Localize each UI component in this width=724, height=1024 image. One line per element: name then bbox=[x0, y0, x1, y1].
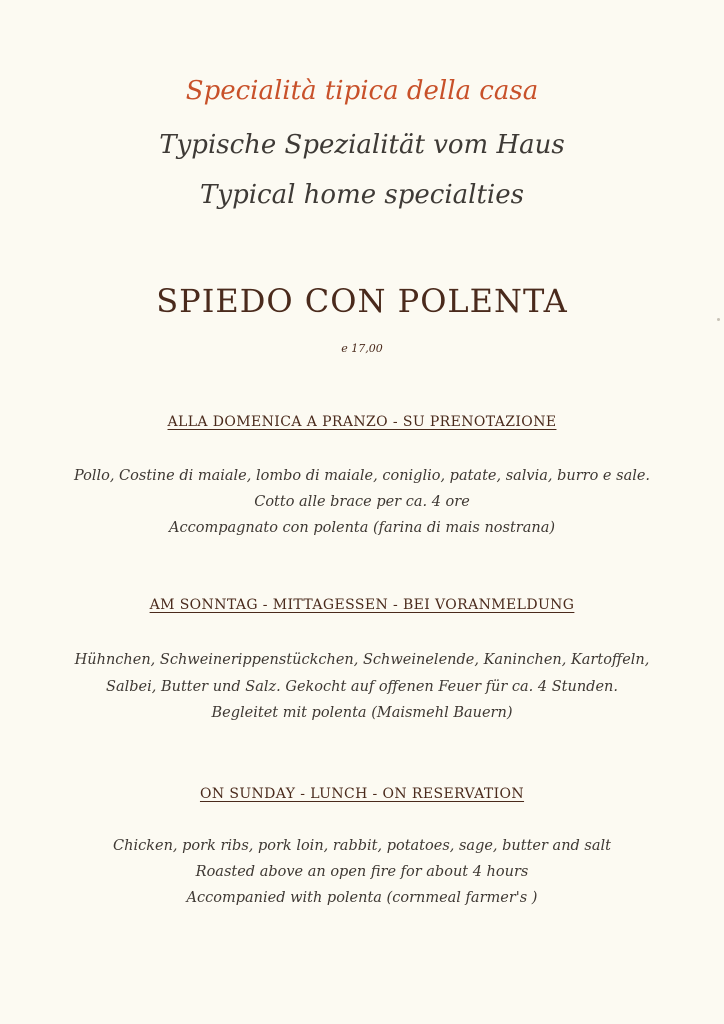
section-line-german-3: Begleitet mit polenta (Maismehl Bauern) bbox=[211, 705, 513, 721]
dish-price: e 17,00 bbox=[341, 342, 383, 355]
section-title-german: AM SONNTAG - MITTAGESSEN - BEI VORANMELDUNG bbox=[149, 597, 575, 613]
heading-english: Typical home specialties bbox=[200, 180, 524, 210]
dish-title: SPIEDO CON POLENTA bbox=[156, 282, 568, 320]
section-line-italian-2: Cotto alle brace per ca. 4 ore bbox=[254, 494, 470, 510]
section-title-italian: ALLA DOMENICA A PRANZO - SU PRENOTAZIONE bbox=[167, 414, 557, 430]
section-line-english-3: Accompanied with polenta (cornmeal farmer's ) bbox=[186, 890, 538, 906]
paper-speck bbox=[717, 318, 720, 321]
section-line-english-2: Roasted above an open fire for about 4 hours bbox=[195, 864, 529, 880]
section-title-english: ON SUNDAY - LUNCH - ON RESERVATION bbox=[199, 786, 525, 802]
section-line-german-1: Hühnchen, Schweinerippenstückchen, Schweinelende, Kaninchen, Kartoffeln, bbox=[74, 652, 650, 668]
section-line-italian-1: Pollo, Costine di maiale, lombo di maiale, coniglio, patate, salvia, burro e sale. bbox=[73, 468, 651, 484]
section-line-german-2: Salbei, Butter und Salz. Gekocht auf offenen Feuer für ca. 4 Stunden. bbox=[106, 679, 618, 695]
heading-german: Typische Spezialität vom Haus bbox=[159, 130, 565, 160]
section-line-english-1: Chicken, pork ribs, pork loin, rabbit, potatoes, sage, butter and salt bbox=[113, 838, 611, 854]
section-line-italian-3: Accompagnato con polenta (farina di mais nostrana) bbox=[169, 520, 555, 536]
heading-italian: Specialità tipica della casa bbox=[185, 76, 539, 106]
